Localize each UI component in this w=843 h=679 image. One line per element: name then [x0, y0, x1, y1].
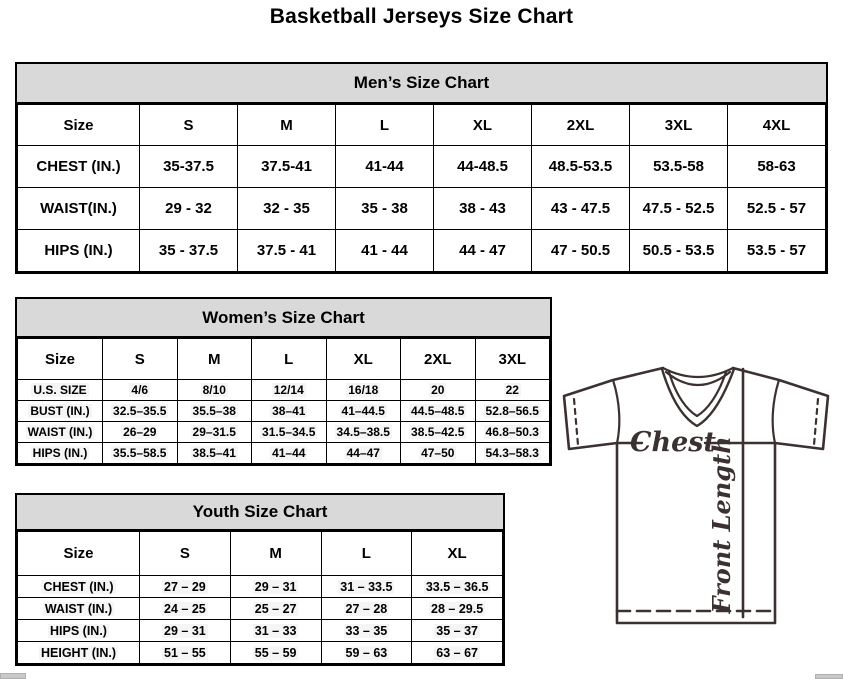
mens-value-cell: 38 - 43	[434, 188, 532, 230]
womens-value-cell: 16/18	[326, 380, 401, 401]
womens-size-header-cell: XL	[326, 339, 401, 380]
youth-value-cell: 24 – 25	[140, 598, 231, 620]
youth-size-header-cell: Size	[18, 532, 140, 576]
jersey-right-cuff-dashed-line	[814, 399, 818, 445]
womens-data-row	[18, 401, 550, 422]
mens-value-cell: 53.5 - 57	[728, 230, 826, 272]
mens-value-cell: 44-48.5	[434, 146, 532, 188]
youth-value-cell: 31 – 33.5	[321, 576, 412, 598]
chest-label: Chest	[630, 427, 716, 458]
mens-value-cell: 41 - 44	[336, 230, 434, 272]
womens-data-row	[18, 380, 550, 401]
mens-value-cell: 35-37.5	[140, 146, 238, 188]
jersey-left-armhole-seam	[613, 380, 619, 443]
mens-size-header-cell: 2XL	[532, 105, 630, 146]
womens-value-cell: 22	[475, 380, 550, 401]
womens-value-cell: 52.8–56.5	[475, 401, 550, 422]
youth-value-cell: 55 – 59	[230, 642, 321, 664]
womens-size-header-cell: L	[252, 339, 327, 380]
mens-size-header-cell: M	[238, 105, 336, 146]
mens-value-cell: 37.5-41	[238, 146, 336, 188]
jersey-collar-back-curve	[663, 368, 733, 377]
youth-row-label-cell: CHEST (IN.)	[18, 576, 140, 598]
womens-row-label-cell: WAIST (IN.)	[18, 422, 103, 443]
youth-row-label-cell: HIPS (IN.)	[18, 620, 140, 642]
womens-size-header-cell: 3XL	[475, 339, 550, 380]
womens-value-cell: 12/14	[252, 380, 327, 401]
youth-value-cell: 28 – 29.5	[412, 598, 503, 620]
youth-row-label-cell: HEIGHT (IN.)	[18, 642, 140, 664]
youth-value-cell: 35 – 37	[412, 620, 503, 642]
youth-size-table	[17, 531, 503, 664]
womens-row-label-cell: U.S. SIZE	[18, 380, 103, 401]
youth-value-cell: 33.5 – 36.5	[412, 576, 503, 598]
womens-value-cell: 44–47	[326, 443, 401, 464]
youth-size-header-cell: M	[230, 532, 321, 576]
front-length-label: Front Length	[707, 436, 736, 614]
womens-data-row	[18, 422, 550, 443]
youth-value-cell: 27 – 29	[140, 576, 231, 598]
youth-size-header-cell: L	[321, 532, 412, 576]
womens-size-chart-section	[15, 297, 552, 466]
mens-row-label-cell: WAIST(IN.)	[18, 188, 140, 230]
jersey-measurement-diagram	[553, 352, 843, 652]
womens-value-cell: 47–50	[401, 443, 476, 464]
mens-value-cell: 44 - 47	[434, 230, 532, 272]
womens-size-table	[17, 338, 550, 464]
youth-size-chart-section	[15, 493, 505, 666]
youth-value-cell: 51 – 55	[140, 642, 231, 664]
womens-size-header-cell: M	[177, 339, 252, 380]
womens-value-cell: 44.5–48.5	[401, 401, 476, 422]
youth-value-cell: 63 – 67	[412, 642, 503, 664]
womens-value-cell: 54.3–58.3	[475, 443, 550, 464]
page-title: Basketball Jerseys Size Chart	[269, 5, 574, 28]
youth-size-header-cell: XL	[412, 532, 503, 576]
mens-size-header-cell: XL	[434, 105, 532, 146]
mens-value-cell: 41-44	[336, 146, 434, 188]
youth-value-cell: 29 – 31	[140, 620, 231, 642]
mens-value-cell: 29 - 32	[140, 188, 238, 230]
womens-row-label-cell: BUST (IN.)	[18, 401, 103, 422]
mens-value-cell: 47.5 - 52.5	[630, 188, 728, 230]
womens-row-label-cell: HIPS (IN.)	[18, 443, 103, 464]
womens-size-header-cell: Size	[18, 339, 103, 380]
womens-value-cell: 35.5–38	[177, 401, 252, 422]
mens-data-row	[18, 146, 826, 188]
youth-size-header-cell: S	[140, 532, 231, 576]
mens-value-cell: 37.5 - 41	[238, 230, 336, 272]
womens-value-cell: 46.8–50.3	[475, 422, 550, 443]
mens-size-header-cell: S	[140, 105, 238, 146]
mens-value-cell: 47 - 50.5	[532, 230, 630, 272]
youth-value-cell: 25 – 27	[230, 598, 321, 620]
youth-chart-title: Youth Size Chart	[17, 495, 503, 531]
womens-value-cell: 38.5–41	[177, 443, 252, 464]
mens-data-row	[18, 188, 826, 230]
womens-value-cell: 34.5–38.5	[326, 422, 401, 443]
mens-data-row	[18, 230, 826, 272]
mens-row-label-cell: HIPS (IN.)	[18, 230, 140, 272]
womens-value-cell: 29–31.5	[177, 422, 252, 443]
mens-value-cell: 53.5-58	[630, 146, 728, 188]
youth-value-cell: 59 – 63	[321, 642, 412, 664]
youth-data-row	[18, 598, 503, 620]
womens-value-cell: 41–44.5	[326, 401, 401, 422]
youth-value-cell: 29 – 31	[230, 576, 321, 598]
youth-value-cell: 27 – 28	[321, 598, 412, 620]
youth-data-row	[18, 576, 503, 598]
womens-value-cell: 8/10	[177, 380, 252, 401]
mens-size-header-cell: L	[336, 105, 434, 146]
mens-size-header-cell: 3XL	[630, 105, 728, 146]
womens-value-cell: 20	[401, 380, 476, 401]
mens-value-cell: 35 - 38	[336, 188, 434, 230]
mens-value-cell: 35 - 37.5	[140, 230, 238, 272]
womens-value-cell: 38.5–42.5	[401, 422, 476, 443]
horizontal-scrollbar-fragment-left[interactable]	[0, 673, 26, 679]
mens-value-cell: 52.5 - 57	[728, 188, 826, 230]
youth-data-row	[18, 620, 503, 642]
mens-value-cell: 43 - 47.5	[532, 188, 630, 230]
mens-value-cell: 48.5-53.5	[532, 146, 630, 188]
youth-size-header-row	[18, 532, 503, 576]
jersey-right-armhole-seam	[773, 380, 779, 443]
womens-value-cell: 26–29	[103, 422, 178, 443]
jersey-body-outline	[617, 443, 775, 623]
mens-value-cell: 50.5 - 53.5	[630, 230, 728, 272]
womens-chart-title: Women’s Size Chart	[17, 299, 550, 338]
womens-value-cell: 41–44	[252, 443, 327, 464]
mens-size-header-cell: Size	[18, 105, 140, 146]
mens-size-header-row	[18, 105, 826, 146]
mens-value-cell: 32 - 35	[238, 188, 336, 230]
youth-value-cell: 31 – 33	[230, 620, 321, 642]
womens-size-header-cell: 2XL	[401, 339, 476, 380]
mens-size-table	[17, 104, 826, 272]
youth-row-label-cell: WAIST (IN.)	[18, 598, 140, 620]
mens-chart-title: Men’s Size Chart	[17, 64, 826, 104]
womens-value-cell: 35.5–58.5	[103, 443, 178, 464]
horizontal-scrollbar-fragment-right[interactable]	[815, 674, 843, 679]
womens-value-cell: 38–41	[252, 401, 327, 422]
jersey-right-sleeve-outline	[733, 368, 828, 449]
jersey-left-cuff-dashed-line	[574, 399, 578, 445]
youth-data-row	[18, 642, 503, 664]
womens-value-cell: 4/6	[103, 380, 178, 401]
womens-size-header-cell: S	[103, 339, 178, 380]
youth-value-cell: 33 – 35	[321, 620, 412, 642]
womens-size-header-row	[18, 339, 550, 380]
mens-size-chart-section	[15, 62, 828, 274]
mens-size-header-cell: 4XL	[728, 105, 826, 146]
womens-value-cell: 31.5–34.5	[252, 422, 327, 443]
mens-value-cell: 58-63	[728, 146, 826, 188]
womens-data-row	[18, 443, 550, 464]
womens-value-cell: 32.5–35.5	[103, 401, 178, 422]
mens-row-label-cell: CHEST (IN.)	[18, 146, 140, 188]
